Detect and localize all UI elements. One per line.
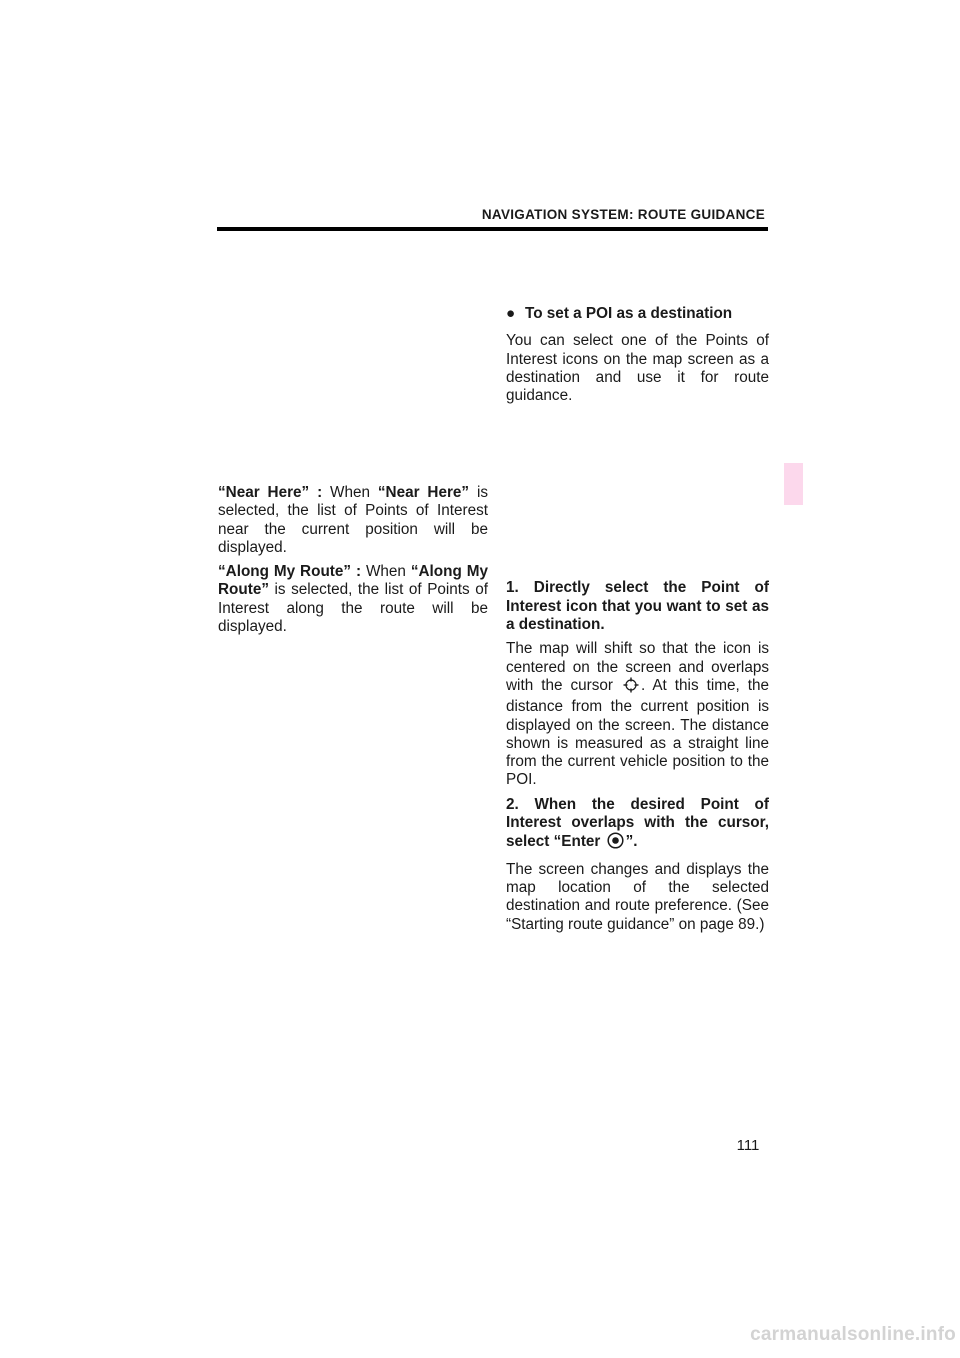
- near-here-when: When: [322, 484, 378, 501]
- along-route-term-repeat: “Along My Route”: [218, 563, 489, 599]
- crosshair-cursor-icon: [623, 677, 639, 698]
- step-2-body: The screen changes and displays the map location of the selected destination and route preference. (See “Starting route guidance” on page 89.): [506, 860, 769, 933]
- along-route-when: When: [361, 563, 411, 581]
- bullet-icon: ●: [506, 305, 516, 322]
- step-2-instruction: [506, 796, 769, 855]
- heading-text: To set a POI as a destination: [525, 305, 733, 322]
- footer-watermark: carmanualsonline.info: [750, 1324, 956, 1345]
- step-2-text-b: ”.: [625, 833, 638, 851]
- running-header: NAVIGATION SYSTEM: ROUTE GUIDANCE: [481, 207, 765, 222]
- near-here-paragraph: [218, 484, 488, 557]
- along-route-text: is selected, the list of Points of Interest along the route will be displayed.: [218, 581, 488, 636]
- near-here-text: is selected, the list of Points of Interest near the current position will be displayed.: [218, 484, 488, 556]
- step-2-text-a: 2. When the desired Point of Interest overlaps with the cursor, select “Enter: [506, 795, 769, 851]
- step-1-body-b: . At this time, the distance from the current position is displayed on the screen. The distance shown is measured as a straight line from the current vehicle position to the POI.: [506, 676, 770, 789]
- along-route-paragraph: [218, 563, 488, 636]
- step-1-instruction: 1. Directly select the Point of Interest icon that you want to set as a destination.: [506, 579, 769, 634]
- step-1-body: [506, 640, 769, 789]
- header-rule: [217, 227, 768, 231]
- step-1-body-a: The map will shift so that the icon is centered on the screen and overlaps with the cursor: [506, 640, 769, 694]
- left-column: [218, 484, 488, 642]
- right-column: [506, 305, 769, 940]
- near-here-term: “Near Here” :: [218, 484, 323, 501]
- enter-dial-icon: [607, 832, 624, 854]
- section-heading: [506, 305, 769, 323]
- page-number: 111: [736, 1137, 760, 1154]
- along-route-term: “Along My Route” :: [218, 563, 362, 581]
- intro-paragraph: You can select one of the Points of Interest icons on the map screen as a destination and use it for route guidance.: [506, 332, 769, 405]
- section-tab: [784, 463, 803, 505]
- near-here-term-repeat: “Near Here”: [377, 484, 470, 501]
